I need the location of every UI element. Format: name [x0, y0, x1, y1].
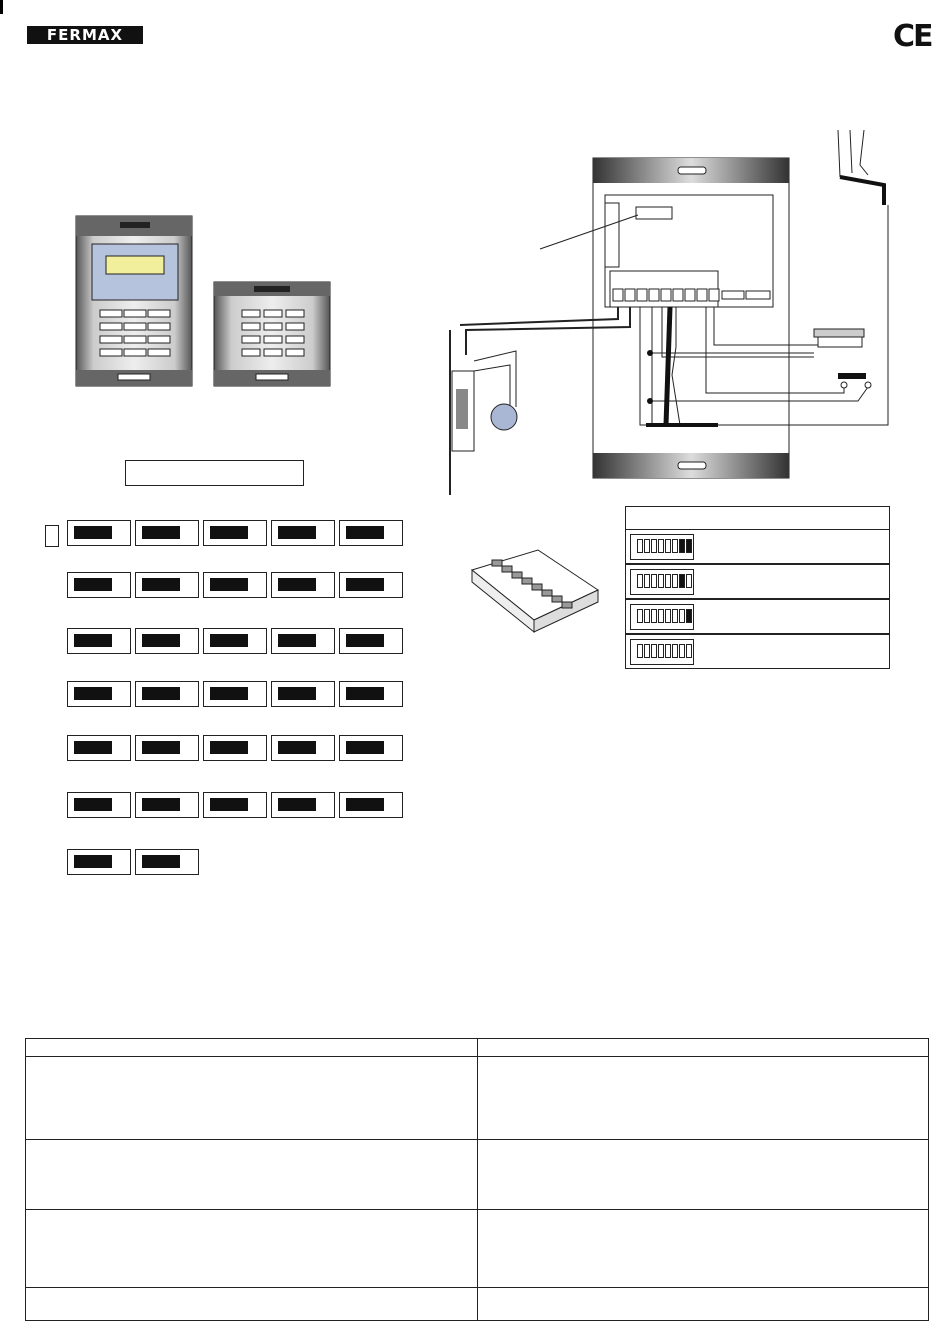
address-switch	[271, 792, 335, 818]
address-switch	[203, 792, 267, 818]
address-switch	[339, 628, 403, 654]
dip-legend-row	[625, 634, 890, 669]
address-switch	[203, 520, 267, 546]
address-switch	[135, 520, 199, 546]
dip-segment	[644, 539, 650, 553]
keypad-plate	[214, 282, 330, 386]
dip-segment	[665, 644, 671, 658]
dip-segment	[672, 609, 678, 623]
dip-segment	[665, 574, 671, 588]
address-switch	[135, 792, 199, 818]
wiring-diagram	[440, 125, 910, 500]
address-switch	[339, 792, 403, 818]
dip-segment	[637, 609, 643, 623]
address-switch	[203, 735, 267, 761]
address-switch	[67, 681, 131, 707]
table-cell	[477, 1210, 929, 1288]
switch-bank-fill	[210, 634, 248, 647]
address-switch	[339, 520, 403, 546]
address-switch	[67, 628, 131, 654]
table-row	[26, 1057, 929, 1140]
address-switch	[203, 628, 267, 654]
address-switch	[67, 572, 131, 598]
dip-segment	[651, 539, 657, 553]
address-switch	[135, 735, 199, 761]
dip-segment	[679, 574, 685, 588]
table-cell	[477, 1140, 929, 1210]
dip-segment	[672, 644, 678, 658]
page-corner-marker	[0, 0, 3, 14]
table-cell	[26, 1140, 478, 1210]
ce-mark: CE	[893, 19, 932, 54]
switch-bank-fill	[210, 798, 248, 811]
switch-bank-fill	[74, 741, 112, 754]
switch-bank-fill	[74, 855, 112, 868]
dip-segment	[644, 574, 650, 588]
table-cell	[477, 1057, 929, 1140]
switch-bank-fill	[142, 798, 180, 811]
address-switch	[271, 628, 335, 654]
dip-segment	[665, 539, 671, 553]
address-switch	[271, 681, 335, 707]
dip-pattern	[630, 639, 694, 665]
door-release	[814, 329, 864, 347]
dip-segment	[644, 609, 650, 623]
address-switch	[203, 572, 267, 598]
dip-segment	[665, 609, 671, 623]
address-switch	[135, 628, 199, 654]
dip-segment	[651, 609, 657, 623]
address-switch	[339, 735, 403, 761]
dip-switch-illustration	[468, 530, 602, 640]
switch-bank-fill	[142, 526, 180, 539]
caption-box	[125, 460, 304, 486]
switch-bank-fill	[142, 855, 180, 868]
dip-segment	[637, 539, 643, 553]
switch-bank-fill	[74, 798, 112, 811]
table-cell	[26, 1039, 478, 1057]
dip-segment	[672, 574, 678, 588]
dip-segment	[644, 644, 650, 658]
address-switch	[67, 792, 131, 818]
table-cell	[26, 1288, 478, 1321]
address-switch	[67, 520, 131, 546]
dip-segment	[686, 539, 692, 553]
address-switch	[339, 681, 403, 707]
dip-segment	[637, 644, 643, 658]
address-switch	[271, 520, 335, 546]
switch-bank-fill	[278, 578, 316, 591]
door-lock	[452, 351, 516, 451]
table-cell	[477, 1288, 929, 1321]
switch-bank-fill	[278, 798, 316, 811]
address-switch	[135, 681, 199, 707]
dip-segment	[651, 644, 657, 658]
address-switch	[271, 572, 335, 598]
switch-bank-fill	[142, 634, 180, 647]
switch-bank-fill	[142, 578, 180, 591]
dip-segment	[686, 574, 692, 588]
table-row	[26, 1140, 929, 1210]
address-switch	[135, 572, 199, 598]
switch-bank-fill	[74, 687, 112, 700]
control-box	[593, 158, 789, 478]
switch-key-icon	[45, 525, 59, 547]
push-button	[838, 373, 871, 388]
dip-segment	[672, 539, 678, 553]
display-plate	[76, 216, 192, 386]
bell-icon	[491, 404, 517, 430]
dip-pattern	[630, 534, 694, 560]
switch-bank-fill	[346, 634, 384, 647]
switch-bank-fill	[142, 687, 180, 700]
switch-bank-fill	[74, 526, 112, 539]
dip-segment	[658, 574, 664, 588]
table-cell	[26, 1210, 478, 1288]
table-cell	[26, 1057, 478, 1140]
dip-legend-row	[625, 564, 890, 599]
dip-legend-row	[625, 599, 890, 634]
dip-segment	[658, 609, 664, 623]
switch-bank-fill	[346, 798, 384, 811]
switch-bank-fill	[346, 526, 384, 539]
dip-pattern	[630, 569, 694, 595]
address-switch	[135, 849, 199, 875]
switch-bank-fill	[278, 634, 316, 647]
table-row	[26, 1039, 929, 1057]
dip-legend-header	[625, 506, 890, 529]
switch-bank-fill	[210, 526, 248, 539]
dip-pattern	[630, 604, 694, 630]
dip-segment	[651, 574, 657, 588]
dip-segment	[679, 644, 685, 658]
switch-bank-fill	[210, 741, 248, 754]
switch-bank-fill	[346, 687, 384, 700]
switch-bank-fill	[210, 687, 248, 700]
switch-bank-fill	[210, 578, 248, 591]
info-table	[25, 1038, 929, 1321]
switch-bank-fill	[74, 634, 112, 647]
switch-bank-fill	[74, 578, 112, 591]
dip-legend-row	[625, 529, 890, 564]
switch-bank-fill	[346, 578, 384, 591]
switch-bank-fill	[346, 741, 384, 754]
dip-segment	[637, 574, 643, 588]
panel-modules-illustration	[70, 210, 340, 390]
dip-segment	[686, 644, 692, 658]
brand-logo: FERMAX	[27, 26, 143, 44]
table-row	[26, 1288, 929, 1321]
table-cell	[477, 1039, 929, 1057]
switch-bank-fill	[278, 526, 316, 539]
dip-segment	[658, 539, 664, 553]
dip-segment	[686, 609, 692, 623]
address-switch	[339, 572, 403, 598]
dip-segment	[679, 609, 685, 623]
switch-bank-fill	[278, 741, 316, 754]
address-switch	[67, 735, 131, 761]
address-switch	[203, 681, 267, 707]
switch-bank-fill	[278, 687, 316, 700]
dip-segment	[658, 644, 664, 658]
table-row	[26, 1210, 929, 1288]
dip-segment	[679, 539, 685, 553]
address-switch	[271, 735, 335, 761]
switch-bank-fill	[142, 741, 180, 754]
address-switch	[67, 849, 131, 875]
